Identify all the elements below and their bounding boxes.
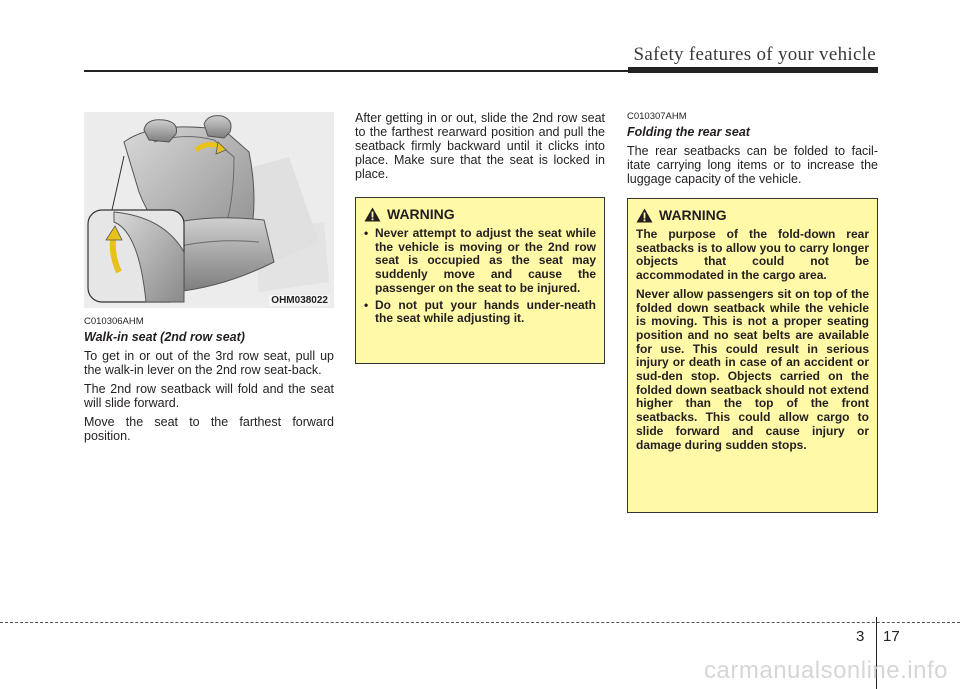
- section-heading: Walk-in seat (2nd row seat): [84, 330, 245, 344]
- folding-section: [627, 111, 878, 191]
- warning-list: [364, 227, 596, 326]
- footer-rule: [0, 622, 960, 623]
- paragraph: Move the seat to the farthest forward position.: [84, 415, 334, 443]
- warning-triangle-icon: [636, 208, 653, 223]
- warning-item: • Never attempt to adjust the seat while the vehicle is moving or the 2nd row seat is occupied as the seat may suddenly move and cause the passenger on the seat to be injured.: [364, 227, 596, 296]
- paragraph: To get in or out of the 3rd row seat, pull up the walk-in lever on the 2nd row seat-back.: [84, 349, 334, 377]
- section-code: C010307AHM: [627, 111, 687, 122]
- paragraph: After getting in or out, slide the 2nd row seat to the farthest rearward position and pull the seatback firmly backward until it clicks into place. Make sure that the seat is locked in place.: [355, 111, 605, 181]
- warning-box-seat-adjust: [355, 197, 605, 364]
- after-section: [355, 111, 605, 186]
- section-heading: Folding the rear seat: [627, 125, 750, 139]
- warning-heading: [636, 207, 869, 223]
- walkin-section: [84, 316, 334, 448]
- seat-illustration: [84, 112, 334, 308]
- header-rule-accent: [628, 67, 878, 73]
- warning-paragraph: Never allow passengers sit on top of the folded down seatback while the vehicle is moving. This is not a proper seating position and no seat belts are available for use. This could result in serious injury or death in case of an accident or sud-den stop. Objects carried on the folded down seatback should not extend higher than the top of the front seatbacks. This could allow cargo to slide forward and cause injury or damage during sudden stops.: [636, 286, 869, 452]
- paragraph: The rear seatbacks can be folded to facil-itate carrying long items or to increase the luggage capacity of the vehicle.: [627, 144, 878, 186]
- watermark: carmanualsonline.info: [704, 657, 948, 684]
- chapter-number: 3: [856, 628, 865, 645]
- warning-triangle-icon: [364, 207, 381, 222]
- warning-item: • Do not put your hands under-neath the seat while adjusting it.: [364, 299, 596, 326]
- paragraph: The 2nd row seatback will fold and the seat will slide forward.: [84, 382, 334, 410]
- warning-heading: [364, 206, 596, 222]
- section-code: C010306AHM: [84, 316, 144, 327]
- seat-drawing: [84, 112, 334, 308]
- warning-paragraph: The purpose of the fold-down rear seatbacks is to allow you to carry longer objects that could not be accommodated in the cargo area.: [636, 227, 869, 283]
- section-title: Safety features of your vehicle: [633, 44, 876, 65]
- warning-title: WARNING: [387, 206, 455, 222]
- page-number: 17: [883, 628, 900, 645]
- warning-title: WARNING: [659, 207, 727, 223]
- figure-code: OHM038022: [271, 295, 328, 306]
- warning-box-fold-down: [627, 198, 878, 513]
